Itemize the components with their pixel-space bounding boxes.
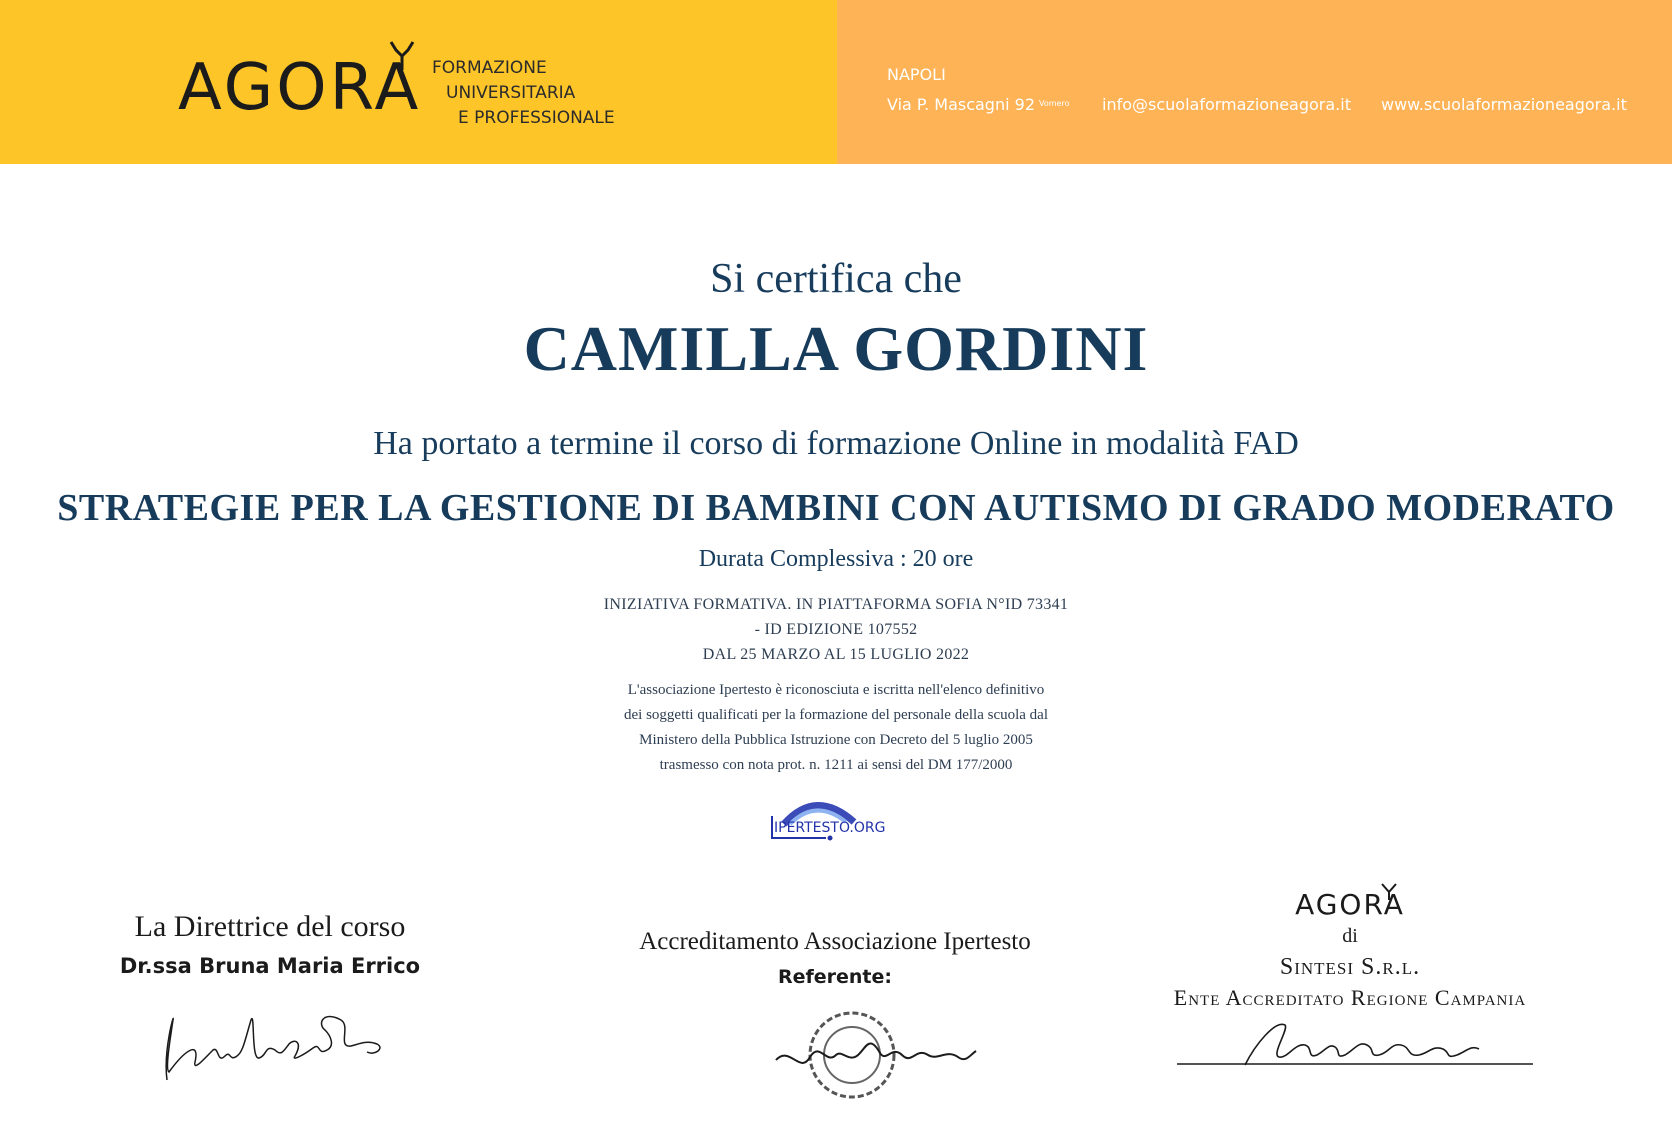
header-tagline — [432, 56, 615, 131]
initiative-line: INIZIATIVA FORMATIVA. IN PIATTAFORMA SOFIA N°ID 73341 — [603, 596, 1069, 613]
director-name: Dr.ssa Bruna Maria Errico — [119, 954, 421, 978]
course-title: STRATEGIE PER LA GESTIONE DI BAMBINI CON AUTISMO DI GRADO MODERATO — [57, 487, 1615, 529]
ipertesto-referent-label: Referente: — [777, 966, 893, 988]
tagline-line: E PROFESSIONALE — [458, 108, 615, 128]
agora-company: Sintesi S.r.l. — [1279, 954, 1421, 980]
contact-website-link[interactable]: www.scuolaformazioneagora.it — [1381, 95, 1627, 114]
tagline-line: FORMAZIONE — [432, 58, 547, 78]
accreditation-line: dei soggetti qualificati per la formazione del personale della scuola dal — [624, 707, 1048, 723]
contact-city: NAPOLI — [887, 65, 946, 84]
recipient-name: CAMILLA GORDINI — [523, 313, 1149, 384]
completion-statement: Ha portato a termine il corso di formazione Online in modalità FAD — [373, 425, 1299, 462]
accreditation-line: L'associazione Ipertesto è riconosciuta e iscritta nell'elenco definitivo — [627, 682, 1045, 698]
agora-small-logo: AGORA — [1295, 888, 1405, 921]
contact-address — [887, 95, 1069, 114]
address-note: Vomero — [1039, 99, 1070, 108]
agora-signature-block — [1120, 888, 1580, 1011]
certificate-intro: Si certifica che — [710, 256, 962, 302]
course-duration: Durata Complessiva : 20 ore — [698, 546, 974, 572]
header-left-panel — [0, 0, 837, 164]
director-role: La Direttrice del corso — [134, 910, 406, 943]
tagline-line: UNIVERSITARIA — [446, 83, 576, 103]
accreditation-text — [0, 678, 1672, 778]
header-right-panel — [837, 0, 1672, 164]
ipertesto-logo-text: IPERTESTO.ORG — [774, 820, 886, 836]
agora-logo-mark-icon — [388, 40, 416, 70]
agora-di: di — [1342, 925, 1358, 947]
ipertesto-role: Accreditamento Associazione Ipertesto — [639, 928, 1031, 955]
director-handwritten-signature — [155, 1000, 395, 1090]
agora-small-logo-mark-icon — [1380, 882, 1398, 900]
address-text: Via P. Mascagni 92 — [887, 95, 1035, 114]
initiative-line: - ID EDIZIONE 107552 — [754, 621, 918, 638]
accreditation-line: trasmesso con nota prot. n. 1211 ai sensi del DM 177/2000 — [659, 757, 1013, 773]
agora-entity: Ente Accreditato Regione Campania — [1173, 985, 1527, 1010]
agora-logo: AGORA — [178, 51, 422, 125]
ipertesto-signature-block — [600, 928, 1070, 988]
agora-handwritten-signature — [1175, 1015, 1535, 1070]
header-banner — [0, 0, 1672, 164]
initiative-line: DAL 25 MARZO AL 15 LUGLIO 2022 — [702, 646, 970, 663]
ipertesto-stamp-signature — [770, 1005, 980, 1100]
contact-email-link[interactable]: info@scuolaformazioneagora.it — [1102, 95, 1351, 114]
accreditation-line: Ministero della Pubblica Istruzione con Decreto del 5 luglio 2005 — [639, 732, 1033, 748]
ipertesto-logo — [766, 794, 906, 846]
director-signature-block — [100, 910, 440, 978]
initiative-details — [0, 592, 1672, 667]
